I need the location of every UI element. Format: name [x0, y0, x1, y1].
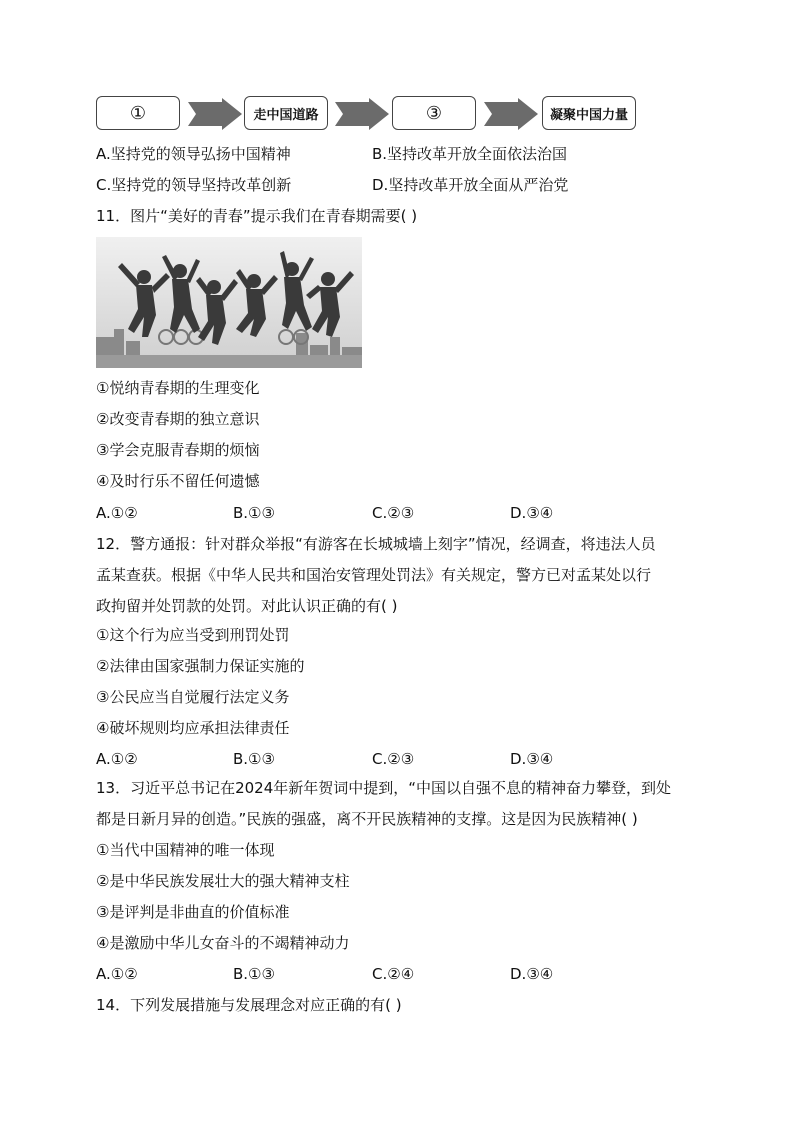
- q13-item-2: ②是中华民族发展壮大的强大精神支柱: [96, 872, 350, 890]
- q11-item-4: ④及时行乐不留任何遗憾: [96, 472, 260, 490]
- q12-item-1: ①这个行为应当受到刑罚处罚: [96, 626, 290, 644]
- youth-jumping-image: [96, 237, 362, 368]
- flow-arrow-1: [188, 98, 242, 130]
- flow-arrow-2: [335, 98, 389, 130]
- q10-option-d: D.坚持改革开放全面从严治党: [372, 176, 569, 194]
- q12-choice-c: C.②③: [372, 750, 415, 768]
- q14-stem: 14．下列发展措施与发展理念对应正确的有( ): [96, 996, 402, 1014]
- q11-item-2: ②改变青春期的独立意识: [96, 410, 260, 428]
- q13-choice-d: D.③④: [510, 965, 554, 983]
- q10-option-b: B.坚持改革开放全面依法治国: [372, 145, 568, 163]
- flow-box-4: 凝聚中国力量: [542, 96, 636, 130]
- q11-choice-d: D.③④: [510, 504, 554, 522]
- q13-item-3: ③是评判是非曲直的价值标准: [96, 903, 290, 921]
- q13-item-1: ①当代中国精神的唯一体现: [96, 841, 275, 859]
- q12-choice-a: A.①②: [96, 750, 138, 768]
- flow-box-1: ①: [96, 96, 180, 130]
- q12-stem-line-2: 孟某查获。根据《中华人民共和国治安管理处罚法》有关规定，警方已对孟某处以行: [96, 566, 652, 584]
- q13-choice-a: A.①②: [96, 965, 138, 983]
- q11-choice-c: C.②③: [372, 504, 415, 522]
- q12-choice-b: B.①③: [233, 750, 275, 768]
- q12-item-3: ③公民应当自觉履行法定义务: [96, 688, 290, 706]
- q12-stem-line-1: 12．警方通报：针对群众举报“有游客在长城城墙上刻字”情况，经调查，将违法人员: [96, 535, 656, 553]
- q12-item-4: ④破坏规则均应承担法律责任: [96, 719, 290, 737]
- q11-item-1: ①悦纳青春期的生理变化: [96, 379, 260, 397]
- q13-item-4: ④是激励中华儿女奋斗的不竭精神动力: [96, 934, 350, 952]
- q12-choice-d: D.③④: [510, 750, 554, 768]
- q13-choice-c: C.②④: [372, 965, 415, 983]
- q13-stem-line-2: 都是日新月异的创造。”民族的强盛，离不开民族精神的支撑。这是因为民族精神( ): [96, 810, 638, 828]
- q12-stem-line-3: 政拘留并处罚款的处罚。对此认识正确的有( ): [96, 597, 398, 615]
- q12-item-2: ②法律由国家强制力保证实施的: [96, 657, 305, 675]
- q10-option-c: C.坚持党的领导坚持改革创新: [96, 176, 292, 194]
- flow-arrow-3: [484, 98, 538, 130]
- q13-stem-line-1: 13．习近平总书记在2024年新年贺词中提到，“中国以自强不息的精神奋力攀登，到处: [96, 779, 672, 797]
- q11-choice-b: B.①③: [233, 504, 275, 522]
- flow-box-3: ③: [392, 96, 476, 130]
- q11-item-3: ③学会克服青春期的烦恼: [96, 441, 260, 459]
- flow-box-2: 走中国道路: [244, 96, 328, 130]
- q10-option-a: A.坚持党的领导弘扬中国精神: [96, 145, 291, 163]
- q11-stem: 11．图片“美好的青春”提示我们在青春期需要( ): [96, 207, 418, 225]
- q11-choice-a: A.①②: [96, 504, 138, 522]
- q13-choice-b: B.①③: [233, 965, 275, 983]
